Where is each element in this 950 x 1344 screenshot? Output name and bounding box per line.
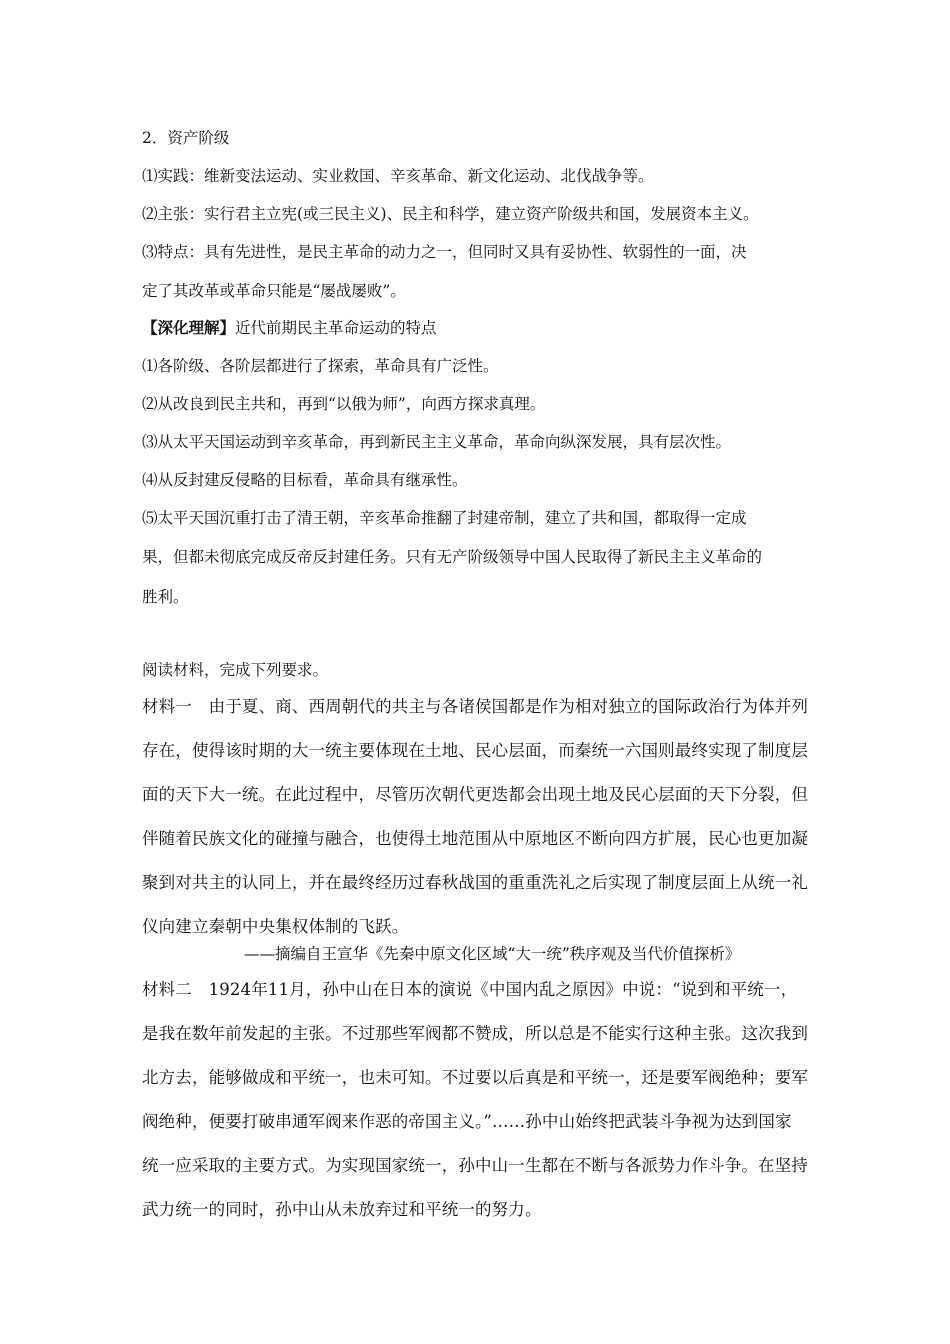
material2-line5: 统一应采取的主要方式。为实现国家统一，孙中山一生都在不断与各派势力作斗争。在坚持 (142, 1156, 808, 1175)
material2-line1: 材料二 1924年11月，孙中山在日本的演说《中国内乱之原因》中说：“说到和平统一， (142, 980, 798, 999)
deep-understanding-tag: 【深化理解】 (142, 318, 236, 337)
material2-line2: 是我在数年前发起的主张。不过那些军阀都不赞成，所以总是不能实行这种主张。这次我到 (142, 1024, 808, 1043)
material1-line6: 仪向建立秦朝中央集权体制的飞跃。 (142, 917, 409, 936)
material1-line4: 伴随着民族文化的碰撞与融合，也使得土地范围从中原地区不断向四方扩展，民心也更加凝 (142, 829, 808, 848)
feature-item-line1: ⑶特点：具有先进性，是民主革命的动力之一，但同时又具有妥协性、软弱性的一面，决 (142, 243, 747, 261)
material2-line6: 武力统一的同时，孙中山从未放弃过和平统一的努力。 (142, 1200, 542, 1219)
material1-source: ——摘编自王宣华《先秦中原文化区域“大一统”秩序观及当代价值探析》 (244, 945, 741, 963)
deep-item-5-line2: 果，但都未彻底完成反帝反封建任务。只有无产阶级领导中国人民取得了新民主主义革命的 (142, 548, 763, 566)
material1-line5: 聚到对共主的认同上，并在最终经历过春秋战国的重重洗礼之后实现了制度层面上从统一礼 (142, 873, 808, 892)
deep-item-4: ⑷从反封建反侵略的目标看，革命具有继承性。 (142, 471, 468, 489)
material1-line3: 面的天下大一统。在此过程中，尽管历次朝代更迭都会出现土地及民心层面的天下分裂，但 (142, 785, 808, 804)
deep-item-5-line1: ⑸太平天国沉重打击了清王朝，辛亥革命推翻了封建帝制，建立了共和国，都取得一定成 (142, 509, 747, 527)
deep-understanding-title: 近代前期民主革命运动的特点 (235, 319, 437, 337)
material2-line3: 北方去，能够做成和平统一，也未可知。不过要以后真是和平统一，还是要军阀绝种；要军 (142, 1068, 808, 1087)
claim-item: ⑵主张：实行君主立宪(或三民主义)、民主和科学，建立资产阶级共和国，发展资本主义。 (142, 205, 759, 223)
material1-line1: 材料一 由于夏、商、西周朝代的共主与各诸侯国都是作为相对独立的国际政治行为体并列 (142, 697, 808, 716)
feature-item-line2: 定了其改革或革命只能是“屡战屡败”。 (142, 282, 406, 300)
material2-line4: 阀绝种，便要打破串通军阀来作恶的帝国主义。”……孙中山始终把武装斗争视为达到国家 (142, 1112, 792, 1131)
deep-item-5-line3: 胜利。 (142, 588, 189, 606)
deep-item-1: ⑴各阶级、各阶层都进行了探索，革命具有广泛性。 (142, 357, 499, 375)
material1-line2: 存在，使得该时期的大一统主要体现在土地、民心层面，而秦统一六国则最终实现了制度层 (142, 741, 808, 760)
section-heading: 2．资产阶级 (142, 129, 230, 147)
deep-item-2: ⑵从改良到民主共和，再到“以俄为师”，向西方探求真理。 (142, 395, 546, 413)
deep-item-3: ⑶从太平天国运动到辛亥革命，再到新民主主义革命，革命向纵深发展，具有层次性。 (142, 433, 732, 451)
deep-understanding-header (142, 318, 822, 338)
practice-item: ⑴实践：维新变法运动、实业救国、辛亥革命、新文化运动、北伐战争等。 (142, 167, 654, 185)
reading-intro: 阅读材料，完成下列要求。 (142, 661, 329, 679)
